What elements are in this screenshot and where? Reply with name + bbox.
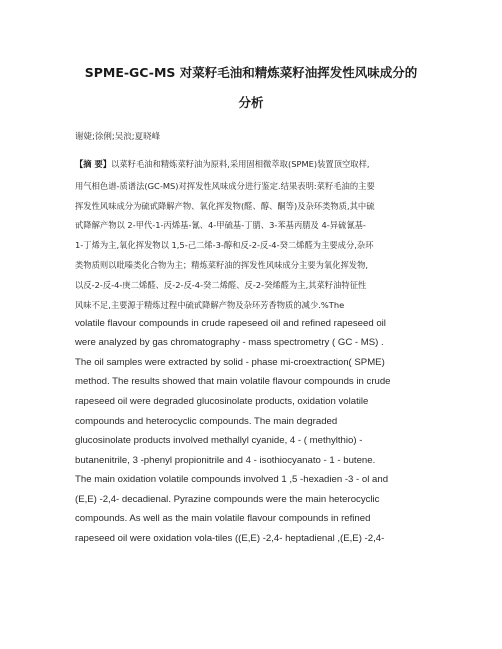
abstract-en-line: rapeseed oil were oxidation vola-tiles ((E,E) -2,4- heptadienal ,(E,E) -2,4- <box>75 533 385 544</box>
abstract-cn-line: 1-丁烯为主,氧化挥发物以 1,5-己二烯-3-醇和反-2-反-4-癸二烯醛为主要成分,杂环 <box>75 240 374 250</box>
abstract-cn-line: 类物质则以吡嗪类化合物为主；精炼菜籽油的挥发性风味成分主要为氧化挥发物, <box>75 260 369 270</box>
authors: 谢婕;徐俐;吴浪;夏晓峰 <box>75 132 161 142</box>
abstract-en-line: compounds. As well as the main volatile flavour compounds in refined <box>75 513 371 524</box>
abstract-en-line: glucosinolate products involved methallyl cyanide, 4 - ( methylthio) - <box>75 435 363 446</box>
abstract-en-line: were analyzed by gas chromatography - mass spectrometry ( GC - MS) . <box>75 337 384 348</box>
abstract-en-line: (E,E) -2,4- decadienal. Pyrazine compounds were the main heterocyclic <box>75 494 380 505</box>
abstract-en-line: method. The results showed that main volatile flavour compounds in crude <box>75 376 391 387</box>
abstract-en-line: The main oxidation volatile compounds involved 1 ,5 -hexadien -3 - ol and <box>75 474 389 485</box>
abstract-cn-line: 甙降解产物以 2-甲代-1-丙烯基-氰、4-甲硫基-丁腈、3-苯基丙腈及 4-异硫氰基- <box>75 220 366 230</box>
abstract-cn-line: 用气相色谱-质谱法(GC-MS)对挥发性风味成分进行鉴定.结果表明:菜籽毛油的主要 <box>75 181 375 191</box>
abstract-en-line: butanenitrile, 3 -phenyl propionitrile and 4 - isothiocyanato - 1 - butene. <box>75 455 376 466</box>
paper-title-line-2: 分析 <box>238 95 264 110</box>
abstract-en-line: compounds and heterocyclic compounds. The main degraded <box>75 416 338 427</box>
abstract-label: 【摘 要】 <box>75 159 112 169</box>
abstract-cn-line: 风味不足,主要源于精炼过程中硫甙降解产物及杂环芳香物质的减少.%The <box>75 300 345 310</box>
paper-title-line-1: SPME-GC-MS 对菜籽毛油和精炼菜籽油挥发性风味成分的 <box>84 65 418 80</box>
abstract-en-line: The oil samples were extracted by solid - phase mi-croextraction( SPME) <box>75 357 385 368</box>
abstract-cn-line: 以反-2-反-4-庚二烯醛、反-2-反-4-癸二烯醛、反-2-癸烯醛为主,其菜籽油特征性 <box>75 280 367 290</box>
abstract-en-line: rapeseed oil were degraded glucosinolate products, oxidation volatile <box>75 396 369 407</box>
abstract-cn-line: 挥发性风味成分为硫甙降解产物、氧化挥发物(醛、醇、酮等)及杂环类物质,其中硫 <box>75 201 375 211</box>
abstract-cn-line <box>75 158 370 170</box>
abstract-text: 以菜籽毛油和精炼菜籽油为原料,采用固相微萃取(SPME)装置顶空取样, <box>111 159 370 169</box>
abstract-en-line: volatile flavour compounds in crude rapeseed oil and refined rapeseed oil <box>75 318 386 329</box>
